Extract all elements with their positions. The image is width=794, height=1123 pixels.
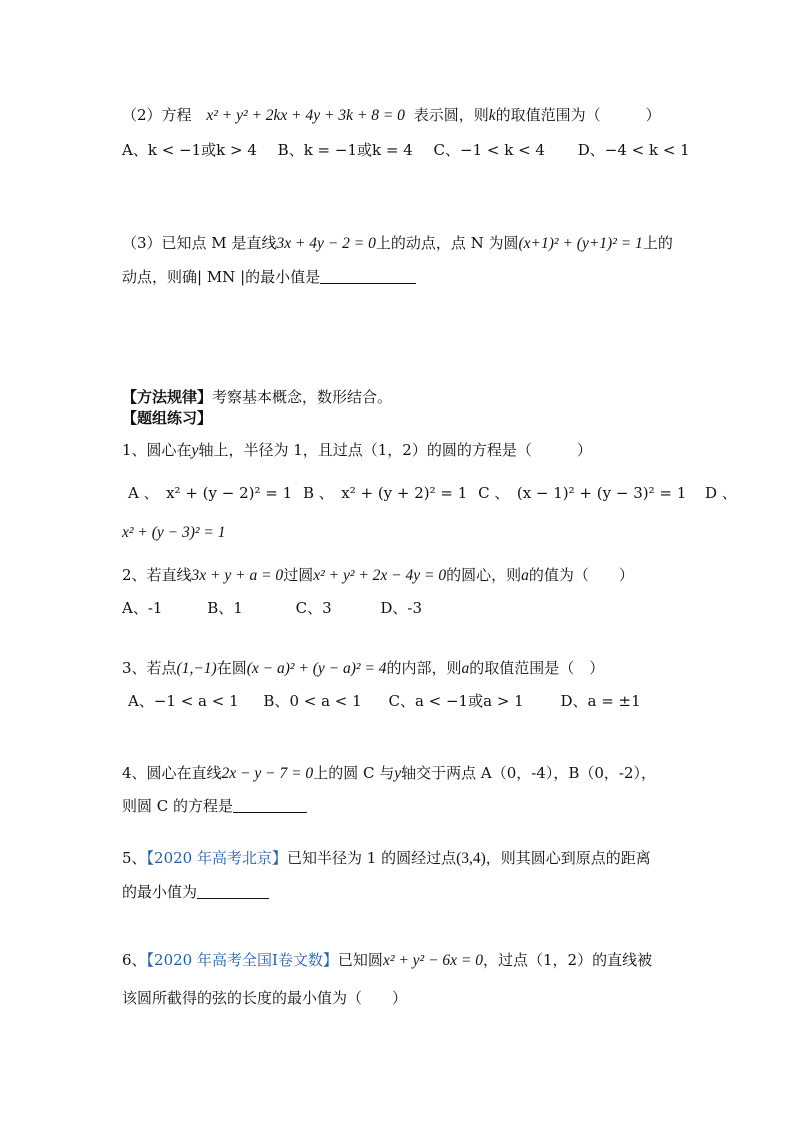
q2-var: k [488,107,496,124]
q2-suffix: 的取值范围为（ ） [495,106,661,124]
p4-stem [122,763,656,784]
p6-stem [122,950,652,971]
p1-option-a: A 、 x² + (y − 2)² = 1 [128,484,293,502]
p3-stem-c: 的内部，则 [386,659,462,677]
p1-option-d: D 、 [705,484,737,502]
q2-prefix: （2）方程 [122,106,192,124]
q3-line1 [122,233,673,254]
p1-option-d-equation: x² + (y − 3)² = 1 [122,524,226,541]
p3-option-d: D、a = ±1 [560,692,641,710]
q2-option-a: A、k < −1或k > 4 [122,141,257,159]
p1-option-b: B 、 x² + (y + 2)² = 1 [302,484,468,502]
p2-options [122,598,422,618]
p2-circle-equation: x² + y² + 2x − 4y = 0 [313,567,447,584]
q3-mid: 上的动点，点 N 为圆 [375,234,519,252]
p6-line2 [122,988,407,1008]
practice-heading [122,408,212,428]
p5-point: (3,4) [456,850,486,867]
q2-option-b: B、k = −1或k = 4 [277,141,413,159]
p5-source-tag: 【2020 年高考北京】 [146,849,287,867]
q3-suffix: 上的 [642,234,673,252]
p2-option-b: B、1 [207,599,243,617]
p6-number: 6、 [122,951,147,969]
p4-line-equation: 2x − y − 7 = 0 [221,765,314,782]
practice-label: 【题组练习】 [122,409,213,427]
p3-var: a [461,660,470,677]
p4-stem-b: 上的圆 C 与 [313,764,395,782]
p5-answer-blank[interactable] [197,884,269,899]
method-text: 考察基本概念，数形结合。 [212,388,393,406]
p1-stem-a: 1、圆心在 [122,441,192,459]
p1-options [128,483,737,503]
p5-stem-b: ，则其圆心到原点的距离 [485,849,651,867]
q3-line2-text: 动点，则确| MN |的最小值是 [122,268,321,286]
p4-line2-text: 则圆 C 的方程是 [122,797,234,815]
p3-option-c: C、a < −1或a > 1 [388,692,524,710]
q3-line-equation: 3x + 4y − 2 = 0 [276,235,376,252]
p4-stem-c: 轴交于两点 A（0，-4），B（0，-2）， [401,764,657,782]
p1-var: y [191,442,199,459]
p3-stem-b: 在圆 [216,659,247,677]
q2-equation: x² + y² + 2kx + 4y + 3k + 8 = 0 [206,107,405,124]
p5-stem [122,848,651,869]
p2-var: a [521,567,529,584]
q2-option-c: C、−1 < k < 4 [433,141,545,159]
p2-stem-a: 2、若直线 [122,566,192,584]
p6-source-tag: 【2020 年高考全国Ⅰ卷文数】 [146,951,338,969]
q2-options [122,140,690,160]
p3-circle-equation: (x − a)² + (y − a)² = 4 [246,660,387,677]
p2-option-a: A、-1 [122,599,163,617]
p2-stem-d: 的值为（ ） [528,566,634,584]
q3-answer-blank[interactable] [320,269,416,284]
method-label: 【方法规律】 [122,388,213,406]
p4-stem-a: 4、圆心在直线 [122,764,222,782]
p5-stem-a: 已知半径为 1 的圆经过点 [287,849,457,867]
p1-option-c: C 、 (x − 1)² + (y − 3)² = 1 [478,484,687,502]
p4-answer-blank[interactable] [233,798,307,813]
p6-stem-a: 已知圆 [337,951,383,969]
q3-line2 [122,267,416,287]
q2-mid: 表示圆，则 [413,106,489,124]
method-rule [122,387,392,407]
p4-line2 [122,796,307,816]
p6-stem-b: ，过点（1，2）的直线被 [483,951,653,969]
p1-stem [122,440,592,461]
p2-line-equation: 3x + y + a = 0 [191,567,284,584]
p6-line2-text: 该圆所截得的弦的长度的最小值为（ ） [122,989,408,1007]
p3-options [128,691,641,711]
p3-point: (1,−1) [176,660,217,677]
q2-stem [122,105,661,126]
p1-option-d-line [122,522,226,543]
p2-stem-b: 过圆 [283,566,314,584]
p2-stem [122,565,634,586]
p5-line2 [122,882,269,902]
p3-stem-a: 3、若点 [122,659,177,677]
p5-line2-text: 的最小值为 [122,883,198,901]
p3-option-a: A、−1 < a < 1 [128,692,239,710]
q3-prefix: （3）已知点 M 是直线 [122,234,277,252]
p2-option-d: D、-3 [380,599,423,617]
p4-var: y [394,765,402,782]
p1-stem-b: 轴上，半径为 1，且过点（1，2）的圆的方程是（ ） [198,441,592,459]
p3-stem [122,658,604,679]
p6-circle-equation: x² + y² − 6x = 0 [382,952,483,969]
p5-number: 5、 [122,849,147,867]
q3-circle-equation: (x+1)² + (y+1)² = 1 [518,235,643,252]
p3-stem-d: 的取值范围是（ ） [469,659,605,677]
p2-stem-c: 的圆心，则 [446,566,522,584]
q2-option-d: D、−4 < k < 1 [577,141,690,159]
p2-option-c: C、3 [295,599,332,617]
p3-option-b: B、0 < a < 1 [263,692,362,710]
